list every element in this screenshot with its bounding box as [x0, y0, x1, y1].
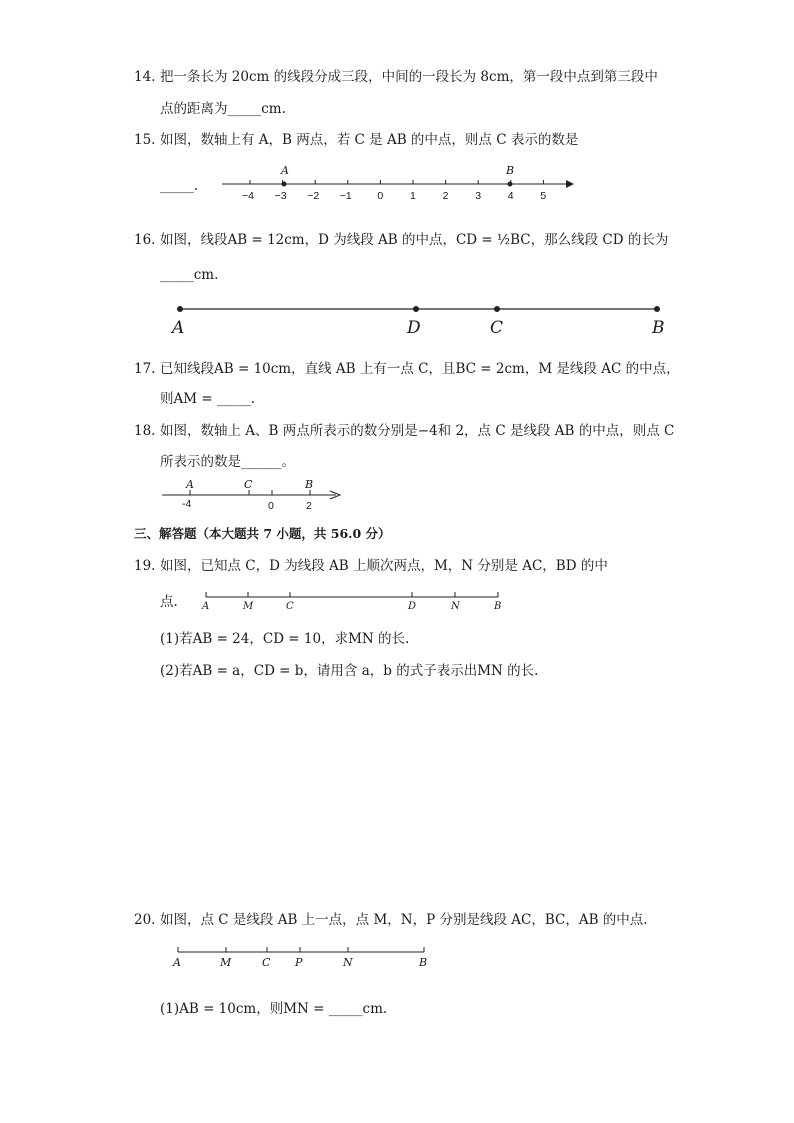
q15-text-line2: _____.: [160, 178, 199, 194]
q18-label-a: A: [186, 478, 194, 491]
q16-label-a: A: [172, 318, 185, 338]
q19-text-line1: 如图，已知点 C，D 为线段 AB 上顺次两点，M，N 分别是 AC，BD 的中: [160, 558, 608, 574]
q18-label-c: C: [244, 478, 253, 491]
q15-tick-label: −4: [242, 190, 254, 202]
q20-sub-question-1: (1)AB = 10cm，则MN = _____cm.: [160, 1001, 388, 1017]
q20-label-b: B: [419, 956, 428, 969]
q16-text-line1: 如图，线段AB = 12cm，D 为线段 AB 的中点，CD = ½BC，那么线段 CD 的长为: [160, 232, 669, 248]
q14-number: 14.: [134, 69, 156, 85]
q19-label-c: C: [286, 601, 294, 612]
q15-tick-label: −2: [307, 190, 320, 202]
q15-tick-label: 4: [507, 190, 514, 202]
q15-label-a: A: [281, 164, 289, 177]
q14-text-line1: 把一条长为 20cm 的线段分成三段，中间的一段长为 8cm，第一段中点到第三段中: [160, 69, 658, 85]
q18-value-b: 2: [306, 500, 312, 512]
q18-text-line1: 如图，数轴上 A、B 两点所表示的数分别是−4和 2，点 C 是线段 AB 的中点，则点 C: [160, 423, 675, 439]
q19-label-a: A: [202, 601, 210, 612]
q16-text-line2: _____cm.: [160, 267, 219, 283]
q15-label-b: B: [506, 164, 515, 177]
q20-label-a: A: [173, 956, 181, 969]
q18-value-zero: 0: [268, 500, 274, 512]
q17-text-line2: 则AM = _____.: [160, 391, 256, 407]
q15-tick-label: 1: [410, 190, 416, 202]
q18-text-line2: 所表示的数是______。: [160, 454, 295, 470]
q19-label-d: D: [408, 601, 417, 612]
q16-label-c: C: [490, 318, 504, 338]
q20-number: 20.: [134, 912, 156, 928]
q15-number: 15.: [134, 132, 156, 148]
q19-label-m: M: [243, 601, 254, 612]
q15-tick-label: 2: [442, 190, 449, 202]
q15-tick-label: 5: [540, 190, 547, 202]
q19-label-n: N: [451, 601, 460, 612]
q19-label-b: B: [494, 601, 502, 612]
q16-label-d: D: [407, 318, 421, 338]
q20-label-p: P: [295, 956, 303, 969]
q15-tick-label: −1: [339, 190, 352, 202]
q19-number: 19.: [134, 558, 156, 574]
q18-label-b: B: [305, 478, 314, 491]
q15-tick-label: 3: [475, 190, 482, 202]
q15-tick-label: −3: [274, 190, 287, 202]
q20-text-line1: 如图，点 C 是线段 AB 上一点，点 M，N，P 分别是线段 AC，BC，AB 的中点.: [160, 912, 648, 928]
q18-number: 18.: [134, 423, 156, 439]
q16-number: 16.: [134, 232, 156, 248]
q17-text-line1: 已知线段AB = 10cm，直线 AB 上有一点 C，且BC = 2cm，M 是线段 AC 的中点，: [160, 361, 680, 377]
q20-label-c: C: [262, 956, 271, 969]
q16-label-b: B: [652, 318, 665, 338]
q20-label-n: N: [343, 956, 353, 969]
q19-text-line2: 点.: [160, 594, 178, 610]
section-3-title: 三、解答题（本大题共 7 小题，共 56.0 分）: [134, 526, 391, 541]
q20-label-m: M: [220, 956, 232, 969]
q19-sub-question-1: (1)若AB = 24，CD = 10，求MN 的长.: [160, 631, 410, 647]
q19-sub-question-2: (2)若AB = a，CD = b，请用含 a，b 的式子表示出MN 的长.: [160, 663, 539, 679]
q15-text-line1: 如图，数轴上有 A，B 两点，若 C 是 AB 的中点，则点 C 表示的数是: [160, 132, 579, 148]
q17-number: 17.: [134, 361, 156, 377]
q18-value-a: -4: [182, 498, 192, 510]
q14-text-line2: 点的距离为_____cm.: [160, 101, 286, 117]
q15-tick-label: 0: [377, 190, 384, 202]
